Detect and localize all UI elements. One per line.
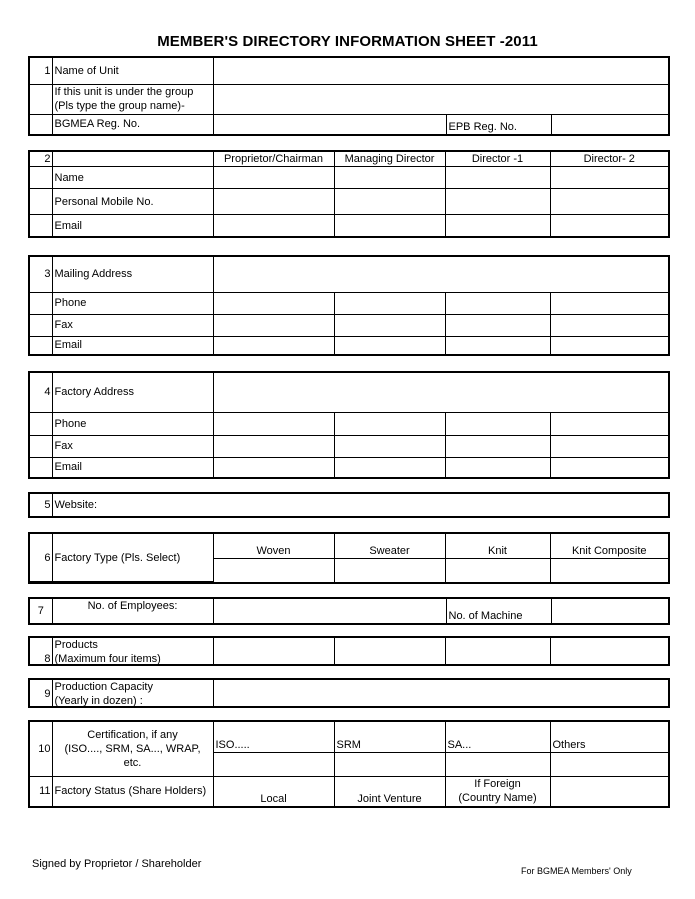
col-proprietor: Proprietor/Chairman: [213, 152, 334, 167]
field[interactable]: [445, 457, 550, 477]
factory-address-label: Factory Address: [52, 373, 213, 412]
field[interactable]: [213, 412, 334, 435]
field[interactable]: [334, 336, 445, 354]
option-sweater: Sweater: [334, 534, 445, 558]
group-name-label: [52, 84, 213, 114]
option-woven: Woven: [213, 534, 334, 558]
email-label: Email: [52, 457, 213, 477]
section-9-capacity: [28, 678, 670, 708]
field[interactable]: [445, 435, 550, 457]
field[interactable]: [334, 189, 445, 215]
field[interactable]: [213, 336, 334, 354]
field[interactable]: [334, 292, 445, 314]
section-number: 10: [30, 722, 52, 776]
capacity-field[interactable]: [213, 680, 668, 708]
field[interactable]: [213, 215, 334, 237]
field[interactable]: [550, 189, 668, 215]
bgmea-reg-label: BGMEA Reg. No.: [52, 114, 213, 134]
field[interactable]: [213, 457, 334, 477]
foreign-line1: If Foreign: [474, 778, 521, 791]
page-title: MEMBER'S DIRECTORY INFORMATION SHEET -2011: [157, 33, 538, 50]
machine-label: No. of Machine: [446, 599, 551, 623]
status-foreign[interactable]: [445, 776, 550, 806]
group-label-line1: If this unit is under the group: [54, 86, 194, 98]
status-extra-field[interactable]: [550, 776, 668, 806]
field[interactable]: [550, 336, 668, 354]
field[interactable]: [213, 435, 334, 457]
name-of-unit-field[interactable]: [213, 58, 668, 84]
field[interactable]: [213, 167, 334, 189]
section-number: 8: [30, 638, 52, 666]
name-of-unit-label: Name of Unit: [52, 58, 213, 84]
members-only-note: For BGMEA Members' Only: [521, 866, 632, 876]
field[interactable]: [213, 292, 334, 314]
field[interactable]: [550, 435, 668, 457]
cert-srm-field[interactable]: [334, 752, 445, 776]
employees-label: No. of Employees:: [52, 599, 213, 623]
section-number: 1: [30, 58, 52, 84]
field[interactable]: [550, 457, 668, 477]
field[interactable]: [550, 215, 668, 237]
factory-type-label: Factory Type (Pls. Select): [52, 534, 213, 582]
field[interactable]: [213, 189, 334, 215]
product-field[interactable]: [445, 638, 550, 666]
mailing-address-field[interactable]: [213, 257, 668, 292]
section-number: 4: [30, 373, 52, 412]
knit-select-cell[interactable]: [445, 558, 550, 582]
option-knit: Knit: [445, 534, 550, 558]
col-director-2: Director- 2: [550, 152, 668, 167]
field[interactable]: [445, 292, 550, 314]
field[interactable]: [334, 457, 445, 477]
products-label: [52, 638, 213, 666]
field[interactable]: [550, 412, 668, 435]
section-7-employees: [28, 597, 670, 625]
field[interactable]: [334, 314, 445, 336]
product-field[interactable]: [550, 638, 668, 666]
field[interactable]: [445, 336, 550, 354]
cert-others[interactable]: Others: [550, 722, 668, 752]
capacity-label: [52, 680, 213, 708]
knit-composite-select-cell[interactable]: [550, 558, 668, 582]
status-local[interactable]: Local: [213, 776, 334, 806]
capacity-line2: (Yearly in dozen) :: [54, 695, 143, 707]
field[interactable]: [334, 435, 445, 457]
phone-label: Phone: [52, 412, 213, 435]
fax-label: Fax: [52, 314, 213, 336]
section-number: 2: [30, 152, 52, 167]
section-1-unit-info: [28, 56, 670, 136]
cert-sa[interactable]: SA...: [445, 722, 550, 752]
cert-others-field[interactable]: [550, 752, 668, 776]
certification-line2: (ISO...., SRM, SA..., WRAP,: [64, 742, 201, 755]
field[interactable]: [334, 167, 445, 189]
col-director-1: Director -1: [445, 152, 550, 167]
sweater-select-cell[interactable]: [334, 558, 445, 582]
row-name-label: Name: [52, 167, 213, 189]
epb-reg-label: EPB Reg. No.: [446, 114, 551, 134]
product-field[interactable]: [213, 638, 334, 666]
woven-select-cell[interactable]: [213, 558, 334, 582]
row-email-label: Email: [52, 215, 213, 237]
section-number: 9: [30, 680, 52, 708]
certification-line3: etc.: [123, 756, 142, 769]
section-2-directors: [28, 150, 670, 238]
field[interactable]: [213, 314, 334, 336]
cert-srm[interactable]: SRM: [334, 722, 445, 752]
products-line2: (Maximum four items): [54, 653, 161, 665]
field[interactable]: [445, 314, 550, 336]
section-8-products: [28, 636, 670, 666]
certification-label: [52, 722, 213, 776]
field[interactable]: [550, 167, 668, 189]
field[interactable]: [550, 292, 668, 314]
factory-address-field[interactable]: [213, 373, 668, 412]
capacity-line1: Production Capacity: [54, 681, 153, 693]
field[interactable]: [334, 412, 445, 435]
group-name-field[interactable]: [213, 84, 668, 114]
machine-field[interactable]: [551, 599, 668, 623]
bgmea-reg-field[interactable]: [213, 114, 446, 134]
field[interactable]: [445, 189, 550, 215]
field[interactable]: [445, 167, 550, 189]
field[interactable]: [445, 215, 550, 237]
employees-field[interactable]: [213, 599, 446, 623]
section-number: 5: [30, 494, 52, 516]
section-number: 7: [30, 599, 52, 623]
products-line1: Products: [54, 639, 98, 651]
field[interactable]: [334, 215, 445, 237]
fax-label: Fax: [52, 435, 213, 457]
row-mobile-label: Personal Mobile No.: [52, 189, 213, 215]
cert-iso[interactable]: ISO.....: [213, 722, 334, 752]
field[interactable]: [445, 412, 550, 435]
website-field[interactable]: Website:: [52, 494, 668, 516]
factory-status-label: Factory Status (Share Holders): [52, 776, 213, 806]
section-number: 11: [30, 776, 52, 806]
epb-reg-field[interactable]: [551, 114, 668, 134]
group-label-line2: (Pls type the group name)-: [54, 100, 185, 112]
section-10-11-certification-status: [28, 720, 670, 808]
section-number: 6: [30, 534, 52, 582]
section-3-mailing: [28, 255, 670, 356]
certification-line1: Certification, if any: [87, 728, 178, 741]
foreign-line2: (Country Name): [458, 792, 537, 805]
cert-sa-field[interactable]: [445, 752, 550, 776]
email-label: Email: [52, 336, 213, 354]
col-managing-director: Managing Director: [334, 152, 445, 167]
product-field[interactable]: [334, 638, 445, 666]
option-knit-composite: Knit Composite: [550, 534, 668, 558]
phone-label: Phone: [52, 292, 213, 314]
status-joint-venture[interactable]: Joint Venture: [334, 776, 445, 806]
signed-by-label: Signed by Proprietor / Shareholder: [32, 858, 202, 870]
field[interactable]: [550, 314, 668, 336]
section-number: 3: [30, 257, 52, 292]
section-5-website: [28, 492, 670, 518]
cert-iso-field[interactable]: [213, 752, 334, 776]
section-4-factory: [28, 371, 670, 479]
section-6-factory-type: [28, 532, 670, 584]
mailing-address-label: Mailing Address: [52, 257, 213, 292]
